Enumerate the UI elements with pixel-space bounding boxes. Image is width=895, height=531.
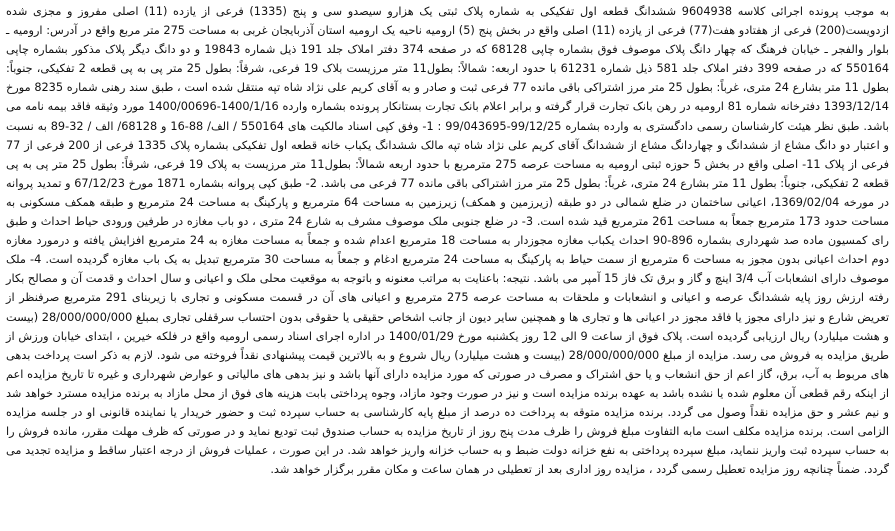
auction-notice-body: به موجب پرونده اجرائی کلاسه 9604938 ششدانگ قطعه اول تفکیکی به شماره پلاک ثبتی یک هزارو سیصدو سی و پنج (1335) فرعی از یازده (11) اصلی مفروز و مجزی شده ازدویست(200) فرعی از هفتادو هفت(77) فرعی از یازده (11) اصلی واقع در بخش پنج (5) ارومیه ناحیه یک ارومیه استان آذربایجان غربی به مساحت 275 متر مربع واقع در آدرس: ارومیه ـ بلوار والفجر ـ خیابان فرهنگ که چهار دانگ پلاک موصوف فوق بشماره چاپی 68128 که در صفحه 374 دفتر املاک جلد 191 ذیل شماره 19843 و دو دانگ دیگر پلاک مذکور بشماره چاپی 550164 که در صفحه 399 دفتر املاک جلد 581 ذیل شماره 61231 با حدود اربعه: شمالاً: بطول11 متر مرزیست بلاک 19 فرعی، شرقاً: بطول 25 متر پی به پی قطعه 2 تفکیکی، جنوباً: بطول 11 متر بشارع 24 متری، غرباً: بطول 25 متر مرز اشتراکی باقی مانده 77 فرعی ثبت و صادر و به آقای کریم علی نژاد شاه تپه منتقل شده است ، طبق سند رهنی شماره 8235 مورخ 1393/12/14 دفترخانه شماره 81 ارومیه در رهن بانک تجارت قرار گرفته و برابر اعلام بانک تجارت بستانکار پرونده بشماره وارده 1400/1/16-1400/00696 مورد وثیقه فاقد بیمه نامه می باشد. طبق نظر هیئت کارشناسان رسمی دادگستری به وارده بشماره 99/12/25-99/043695 : 1- وفق کپی اسناد مالکیت های 550164 / الف/ 88-16 و 68128/ الف / 32-89 به نسبت و اعتبار دو دانگ مشاع از ششدانگ و چهاردانگ مشاع از ششدانگ آقای کریم علی نژاد شاه تپه مالک ششدانگ یکباب خانه قطعه اول تفکیکی بشماره پلاک 1335 فرعی از 200 فرعی از 77 فرعی از پلاک 11- اصلی واقع در بخش 5 حوزه ثبتی ارومیه به مساحت عرصه 275 مترمربع با حدود اربعه شمالاً: بطول11 متر مرزیست به پلاک 19 فرعی، شرقاً: بطول 25 متر پی به پی قطعه 2 تفکیکی، جنوباً: بطول 11 متر بشارع 24 متری، غرباً: بطول 25 متر مرز اشتراکی باقی مانده 77 فرعی می باشد. 2- طبق کپی پروانه بشماره 1871 مورخ 67/12/23 و تمدید پروانه در مورخه 1369/02/04، اعیانی ساختمان در ضلع شمالی در دو طبقه (زیرزمین و همکف) زیرزمین به مساحت 64 مترمربع و پارکینگ به مساحت 24 مترمربع و طبقه همکف مسکونی به مساحت حدود 173 مترمربع جمعاً به مساحت 261 مترمربع قید شده است. 3- در ضلع جنوبی ملک موصوف مشرف به شارع 24 متری ، دو باب مغازه در طرفین ورودی حیاط احداث و طبق رای کمسیون ماده صد شهرداری بشماره 896-90 احداث یکباب مغازه مجوزدار به مساحت 18 مترمربع اعدام شده و جمعاً به مساحت مغازه به 24 مترمربع افزایش یافته و درمورد مغازه دوم احداث اعیانی بدون مجوز به مساحت 6 مترمربع از سمت حیاط به پارکینگ به مساحت 24 مترمربع ادغام و جمعاً به مساحت 30 مترمربع تبدیل به یک باب مغازه گردیده است. 4- ملک موصوف دارای انشعابات آب 3/4 اینچ و گاز و برق تک فاز 15 آمپر می باشد. نتیجه: باعنایت به مراتب معنونه و باتوجه به موقعیت محلی ملک و اعیانی و سال احداث و قدمت آن و مصالح بکار رفته ارزش روز پایه ششدانگ عرصه و اعیانی و انشعابات و ملحقات به مساحت عرصه 275 مترمربع و اعیانی های آن در قسمت مسکونی و تجاری با زیربنای 291 مترمربع صرفنظر از تعریض شارع و نیز دارای مجوز یا فاقد مجوز در اعیانی ها و تجاری ها و همچنین سایر دیون از جانب اشخاص حقیقی یا حقوقی بدون احتساب سرقفلی تجاری بمبلغ 28/000/000/000 (بیست و هشت میلیارد) ریال ارزیابی گردیده است. پلاک فوق از ساعت 9 الی 12 روز یکشنبه مورخ 1400/01/29 در اداره اجرای اسناد رسمی ارومیه واقع در فلکه خیرین ، ابتدای خیابان ورزش از طریق مزایده به فروش می رسد. مزایده از مبلغ 28/000/000/000 (بیست و هشت میلیارد) ریال شروع و به بالاترین قیمت پیشنهادی نقداً فروخته می شود. لازم به ذکر است پرداخت بدهی های مربوط به آب، برق، گاز اعم از حق انشعاب و یا حق اشتراک و مصرف در صورتی که مورد مزایده دارای آنها باشد و نیز بدهی های مالیاتی و عوارض شهرداری و غیره تا تاریخ مزایده اعم از اینکه رقم قطعی آن معلوم شده یا نشده باشد به عهده برنده مزایده است و نیز در صورت وجود مازاد، وجوه پرداختی بابت هزینه های فوق از محل مازاد به برنده مزایده مسترد خواهد شد و نیم عشر و حق مزایده نقداً وصول می گردد. برنده مزایده متوقه به پرداخت ده درصد از مبلغ پایه کارشناسی به حساب سپرده ثبت و حضور خریدار یا نماینده قانونی او در جلسه مزایده الزامی است. برنده مزایده مکلف است مابه التفاوت مبلغ فروش را ظرف مدت پنج روز از تاریخ مزایده به حساب صندوق ثبت تودیع نماید و در صورتی که ظرف مهلت مقرر، مانده فروش را به حساب سپرده ثبت واریز ننماید، مبلغ سپرده پرداختی به نفع خزانه دولت ضبط و به حساب خزانه واریز خواهد شد. در این صورت ، عملیات فروش از درجه اعتبار ساقط و مزایده تجدید می گردد. ضمناً چنانچه روز مزایده تعطیل رسمی گردد ، مزایده روز اداری بعد از تعطیلی در همان ساعت و مکان مقرر برگزار خواهد شد. <box>6 5 890 477</box>
